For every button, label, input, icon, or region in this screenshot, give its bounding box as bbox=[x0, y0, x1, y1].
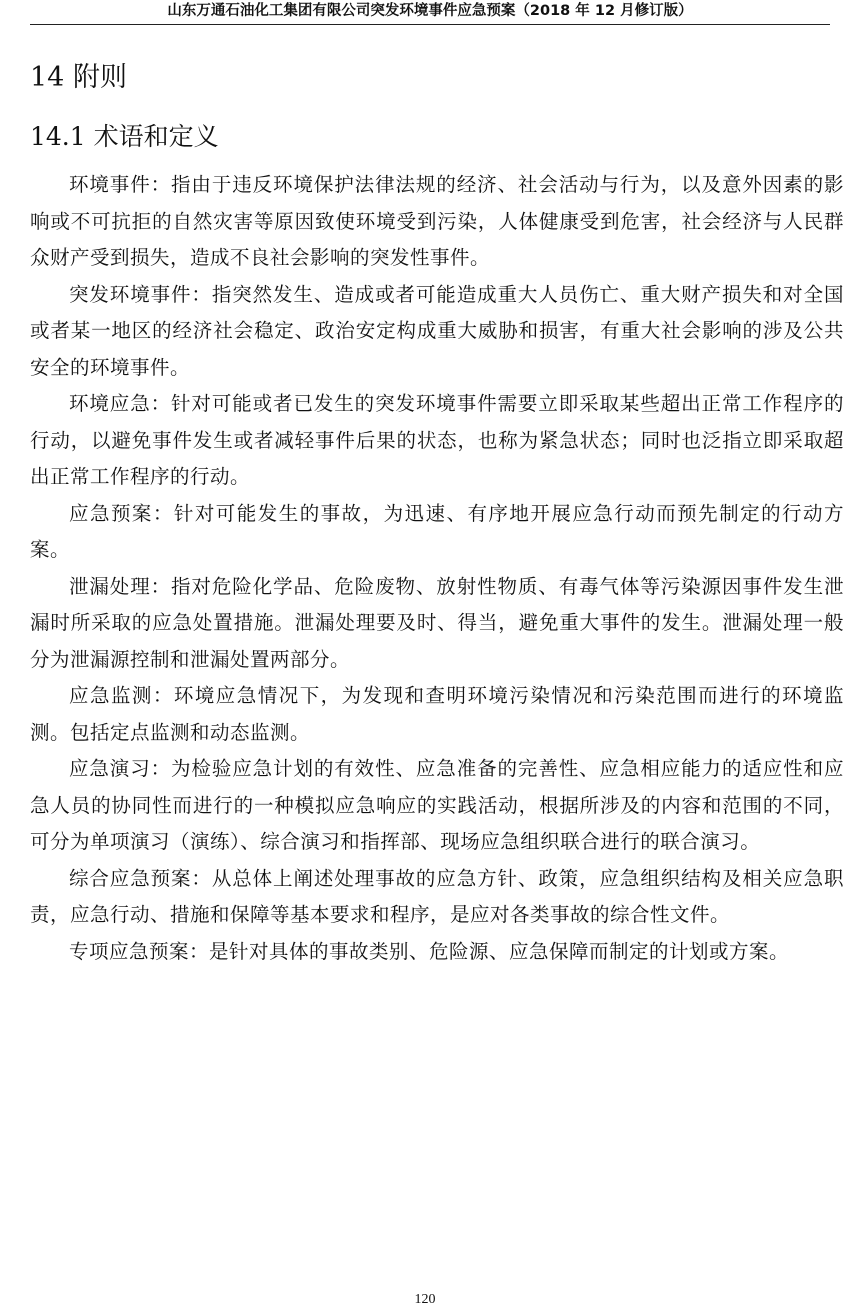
section-title: 14 附则 bbox=[30, 62, 127, 93]
body-content bbox=[30, 167, 844, 970]
header-divider bbox=[30, 24, 830, 25]
paragraph-special-plan: 专项应急预案：是针对具体的事故类别、危险源、应急保障而制定的计划或方案。 bbox=[69, 939, 790, 963]
paragraph-sudden-environmental-event: 突发环境事件：指突然发生、造成或者可能造成重大人员伤亡、重大财产损失和对全国或者某一地区的经济社会稳定、政治安定构成重大威胁和损害，有重大社会影响的涉及公共安全的环境事件。 bbox=[30, 282, 844, 379]
paragraph-emergency-plan: 应急预案：针对可能发生的事故，为迅速、有序地开展应急行动而预先制定的行动方案。 bbox=[30, 501, 844, 561]
paragraph-environmental-event: 环境事件：指由于违反环境保护法律法规的经济、社会活动与行为，以及意外因素的影响或不可抗拒的自然灾害等原因致使环境受到污染，人体健康受到危害，社会经济与人民群众财产受到损失，造成不良社会影响的突发性事件。 bbox=[30, 173, 844, 269]
paragraph-environmental-emergency: 环境应急：针对可能或者已发生的突发环境事件需要立即采取某些超出正常工作程序的行动，以避免事件发生或者减轻事件后果的状态，也称为紧急状态；同时也泛指立即采取超出正常工作程序的行动。 bbox=[30, 392, 844, 488]
paragraph-emergency-drill: 应急演习：为检验应急计划的有效性、应急准备的完善性、应急相应能力的适应性和应急人员的协同性而进行的一种模拟应急响应的实践活动，根据所涉及的内容和范围的不同，可分为单项演习（演练）、综合演习和指挥部、现场应急组织联合进行的联合演习。 bbox=[30, 757, 844, 853]
document-header: 山东万通石油化工集团有限公司突发环境事件应急预案（2018 年 12 月修订版） bbox=[167, 3, 693, 19]
subsection-title: 14.1 术语和定义 bbox=[30, 122, 219, 151]
page-number: 120 bbox=[414, 1292, 436, 1307]
paragraph-leak-handling: 泄漏处理：指对危险化学品、危险废物、放射性物质、有毒气体等污染源因事件发生泄漏时所采取的应急处置措施。泄漏处理要及时、得当，避免重大事件的发生。泄漏处理一般分为泄漏源控制和泄漏处置两部分。 bbox=[30, 574, 844, 671]
paragraph-comprehensive-plan: 综合应急预案：从总体上阐述处理事故的应急方针、政策，应急组织结构及相关应急职责，应急行动、措施和保障等基本要求和程序，是应对各类事故的综合性文件。 bbox=[30, 866, 844, 926]
paragraph-emergency-monitoring: 应急监测：环境应急情况下，为发现和查明环境污染情况和污染范围而进行的环境监测。包括定点监测和动态监测。 bbox=[30, 684, 844, 744]
